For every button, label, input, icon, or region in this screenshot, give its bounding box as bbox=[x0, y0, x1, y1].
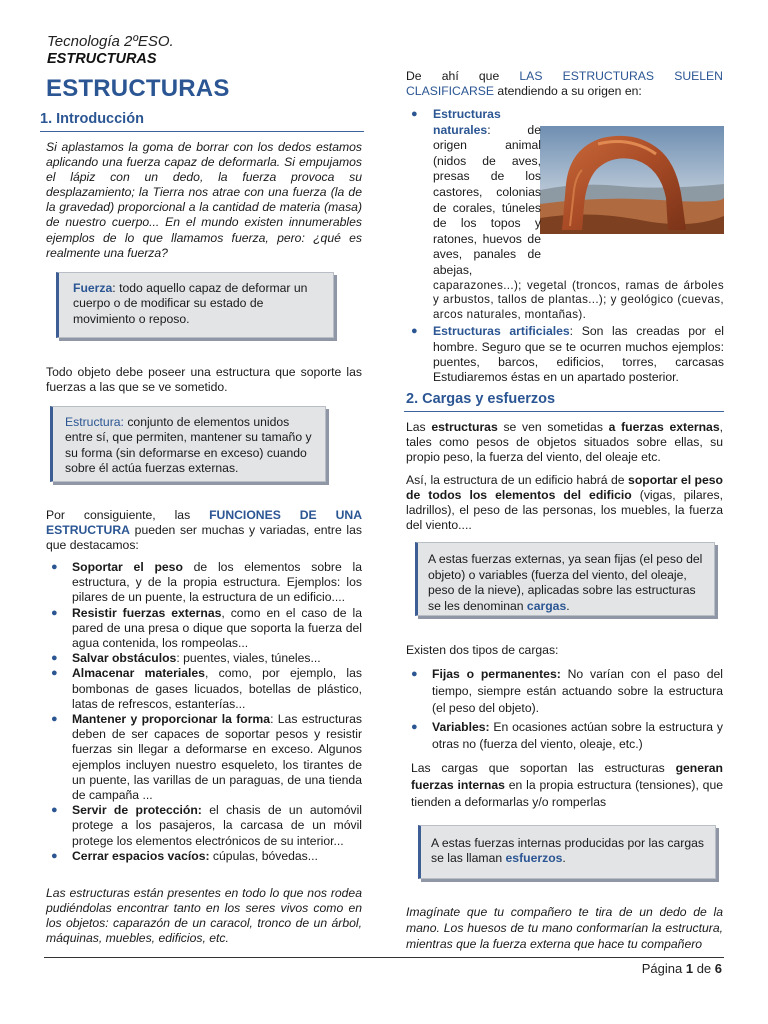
definition-fuerza: : todo aquello capaz de deformar un cuerpo o de modificar su estado de movimiento o reposo. bbox=[73, 281, 308, 326]
funciones-keyword: FUNCIONES DE UNA ESTRUCTURA bbox=[46, 508, 362, 537]
definition-box-fuerza bbox=[56, 272, 334, 338]
bullet-icon: ● bbox=[411, 721, 418, 734]
load-types-list bbox=[406, 666, 723, 753]
bullet-icon: ● bbox=[51, 667, 58, 680]
bullet-icon: ● bbox=[51, 561, 58, 573]
artificial-keyword: Estructuras artificiales bbox=[433, 324, 570, 339]
cargas-paragraph-2: Así, la estructura de un edificio habrá de soportar el peso de todos los elementos del edificio (vigas, pilares, ladrillos), el peso de las personas, los muebles, la fuerza del viento.... bbox=[406, 473, 723, 532]
closing-paragraph-right: Imagínate que tu compañero te tira de un dedo de la mano. Los huesos de tu mano conformarían la estructura, mientras que la fuerza externa que hace tu compañero bbox=[406, 905, 723, 951]
natural-text-1: : de origen animal (nidos de aves, presas de los castores, colonias de corales, túneles de los topos y ratones, huevos de aves, panales de abejas, bbox=[433, 122, 541, 277]
definition-box-estructura bbox=[50, 406, 326, 482]
closing-paragraph-left: Las estructuras están presentes en todo lo que nos rodea pudiéndolas encontrar tanto en los seres vivos como en los objetos: caparazón de un caracol, tronco de un árbol, máquinas, muebles, edificios, etc. bbox=[46, 886, 362, 945]
term-estructura: Estructura: bbox=[65, 415, 124, 429]
list-item: ● Variables: En ocasiones actúan sobre la estructura y otras no (fuerza del viento, oleaje, etc.) bbox=[411, 720, 723, 752]
list-item-natural bbox=[406, 107, 724, 322]
definition-estructura: conjunto de elementos unidos entre sí, que permiten, mantener su tamaño y su forma (sin deformarse en exceso) cuando sobre él actúa fuerzas externas. bbox=[65, 415, 312, 476]
bullet-icon: ● bbox=[51, 606, 58, 619]
section-rule bbox=[404, 411, 724, 412]
structure-paragraph: Todo objeto debe poseer una estructura que soporte las fuerzas a las que se ve sometido. bbox=[46, 365, 362, 394]
natural-text-2: caparazones...); vegetal (troncos, ramas de árboles y arbustos, tallos de plantas...); y geológico (cuevas, arcos naturales, montañas). bbox=[433, 278, 724, 321]
bullet-icon: ● bbox=[51, 713, 58, 726]
bullet-icon: ● bbox=[51, 652, 58, 665]
classification-pre: De ahí que bbox=[406, 69, 520, 83]
term-cargas: cargas bbox=[526, 598, 567, 613]
bullet-icon: ● bbox=[411, 108, 418, 120]
topic-label: ESTRUCTURAS bbox=[47, 51, 157, 67]
funciones-paragraph bbox=[46, 508, 362, 553]
term-fuerza: Fuerza bbox=[73, 281, 113, 295]
section-rule bbox=[40, 131, 364, 132]
cargas-box-text: A estas fuerzas externas, ya sean fijas (el peso del objeto) o variables (fuerza del viento, del oleaje, peso de la nieve), aplicadas sobre las estructuras se les denominan bbox=[428, 552, 703, 613]
section-heading-introduccion: 1. Introducción bbox=[40, 111, 144, 127]
list-item: ● Mantener y proporcionar la forma: Las estructuras deben de ser capaces de soportar pesos y resistir fuerzas sin llegar a deformarse en exceso. Algunos ejemplos incluyen nuestro esqueleto, los tirantes de un puente, las varillas de un paraguas, de una tienda de campaña ... bbox=[51, 712, 362, 803]
natural-keyword: Estructuras naturales bbox=[433, 107, 501, 137]
bullet-icon: ● bbox=[51, 849, 58, 862]
list-item: ● Salvar obstáculos: puentes, viales, túneles... bbox=[51, 651, 321, 666]
page-number: Página 1 de 6 bbox=[641, 961, 722, 976]
section-heading-cargas: 2. Cargas y esfuerzos bbox=[406, 391, 556, 407]
classification-post: atendiendo a su origen en: bbox=[494, 84, 642, 98]
list-item: ● Almacenar materiales, como, por ejemplo, las bombonas de gases licuados, botellas de plástico, latas de refrescos, estanterías... bbox=[51, 666, 362, 711]
term-esfuerzos: esfuerzos bbox=[505, 851, 563, 866]
bullet-icon: ● bbox=[411, 325, 418, 338]
cargas-paragraph-3: Las cargas que soportan las estructuras generan fuerzas internas en la propia estructura (tensiones), que tienden a deformarlas y/o romperlas bbox=[411, 761, 723, 809]
funciones-pre: Por consiguiente, las bbox=[46, 508, 210, 522]
artificial-text: : Son las creadas por el hombre. Seguro que se te ocurren muchos ejemplos: puentes, barcos, edificios, torres, carcasas Estudiaremos éstas en un apartado posterior. bbox=[433, 324, 724, 384]
esfuerzos-box-text: A estas fuerzas internas producidas por las cargas se las llaman bbox=[431, 836, 705, 866]
cargas-paragraph-1: Las estructuras se ven sometidas a fuerzas externas, tales como pesos de objetos situados sobre ellas, su propio peso, la fuerza del viento, del oleaje etc. bbox=[406, 420, 723, 464]
bullet-icon: ● bbox=[51, 804, 58, 817]
tipos-paragraph: Existen dos tipos de cargas: bbox=[406, 643, 559, 657]
footer-rule bbox=[44, 957, 724, 958]
list-item: ● Servir de protección: el chasis de un automóvil protege a los pasajeros, la carcasa de un móvil protege los elementos electrónicos de su interior... bbox=[51, 803, 362, 848]
page-title: ESTRUCTURAS bbox=[46, 75, 230, 102]
funciones-post: pueden ser muchas y variadas, entre las que destacamos: bbox=[46, 523, 362, 552]
list-item: ● Resistir fuerzas externas, como en el caso de la pared de una presa o dique que soporta la fuerza del agua contenida, los rompeolas... bbox=[51, 605, 362, 651]
list-item: ● Cerrar espacios vacíos: cúpulas, bóvedas... bbox=[51, 848, 318, 863]
list-item-artificial bbox=[406, 324, 724, 385]
course-label: Tecnología 2ºESO. bbox=[47, 33, 174, 50]
bullet-icon: ● bbox=[411, 668, 418, 680]
list-item: ● Fijas o permanentes: No varían con el paso del tiempo, siempre están actuando sobre la estructura (el peso del objeto). bbox=[411, 667, 723, 715]
classification-intro bbox=[406, 69, 723, 99]
definition-box-cargas: A estas fuerzas externas, ya sean fijas (el peso del objeto) o variables (fuerza del viento, del oleaje, peso de la nieve), aplicadas sobre las estructuras se les denominan cargas. bbox=[415, 542, 715, 616]
classification-keyword: LAS ESTRUCTURAS SUELEN CLASIFICARSE bbox=[406, 69, 723, 98]
list-item: ● Soportar el peso de los elementos sobre la estructura, y de la propia estructura. Ejemplos: los pilares de un puente, la estructura de un edificio.... bbox=[51, 560, 362, 605]
definition-box-esfuerzos: A estas fuerzas internas producidas por las cargas se las llaman esfuerzos. bbox=[418, 825, 716, 879]
intro-paragraph: Si aplastamos la goma de borrar con los dedos estamos aplicando una fuerza capaz de deformarla. Si empujamos el lápiz con un dedo, la fuerza provoca su desplazamiento; la Tierra nos atrae con una fuerza (la de la gravedad) proporcional a la cantidad de materia (masa) de nuestro cuerpo... En el mundo existen innumerables ejemplos de lo que llamamos fuerza, pero: ¿qué es realmente una fuerza? bbox=[46, 140, 362, 260]
classification-list bbox=[406, 107, 724, 385]
functions-list bbox=[46, 560, 362, 864]
